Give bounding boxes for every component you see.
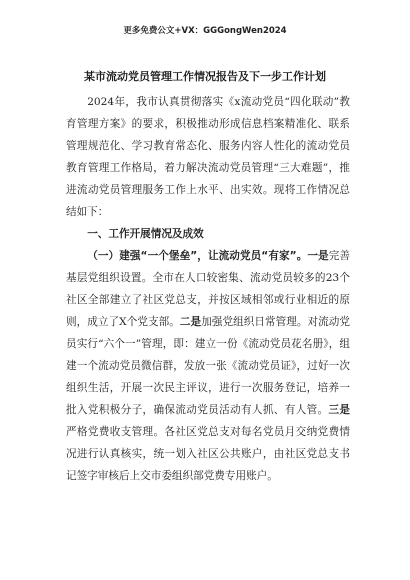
document-title: 某市流动党员管理工作情况报告及下一步工作计划 (84, 70, 326, 83)
intro-paragraph: 2024年，我市认真贯彻落实《x流动党员“四化联动”教育管理方案》的要求，积极推动形成信息档案精准化、联系管理规范化、学习教育常态化、服务内容人性化的流动党员教育管理工作格局，着力解决流动党员管理“三大难题”，推进流动党员管理服务工作上水平、出实效。现将工作情况总结如下： (66, 96, 350, 218)
point-text-3: 严格党费收支管理。各社区党总支对每名党员月交纳党费情况进行认真核实，统一划入社区公共账户，由社区党总支书记签字审核后上交市委组织部党费专用账户。 (66, 426, 350, 482)
point-label-1: 一是 (307, 250, 329, 262)
section-heading: 一、工作开展情况及成效 (87, 228, 204, 240)
point-label-2: 二是 (179, 316, 202, 328)
point-text-1: 完善基层党组织设置。全市在人口较密集、流动党员较多的23个社区全部建立了社区党总支，并按区域相邻或行业相近的原则，成立了X个党支部。 (66, 250, 350, 328)
point-text-2: 加强党组织日常管理。对流动党员实行“六个一”管理，即：建立一份《流动党员花名册》，组建一个流动党员微信群，发放一张《流动党员证》，过好一次组织生活，开展一次民主评议，进行一次服务登记，培养一批入党积极分子，确保流动党员活动有人抓、有人管。 (66, 316, 351, 416)
document-body (66, 91, 350, 487)
subsection-heading: （一）建强“一个堡垒”，让流动党员“有家”。 (87, 250, 308, 262)
page-header: 更多免费公文+VX：GGGongWen2024 (123, 26, 287, 36)
subsection-paragraph (66, 245, 350, 487)
point-label-3: 三是 (328, 404, 350, 416)
